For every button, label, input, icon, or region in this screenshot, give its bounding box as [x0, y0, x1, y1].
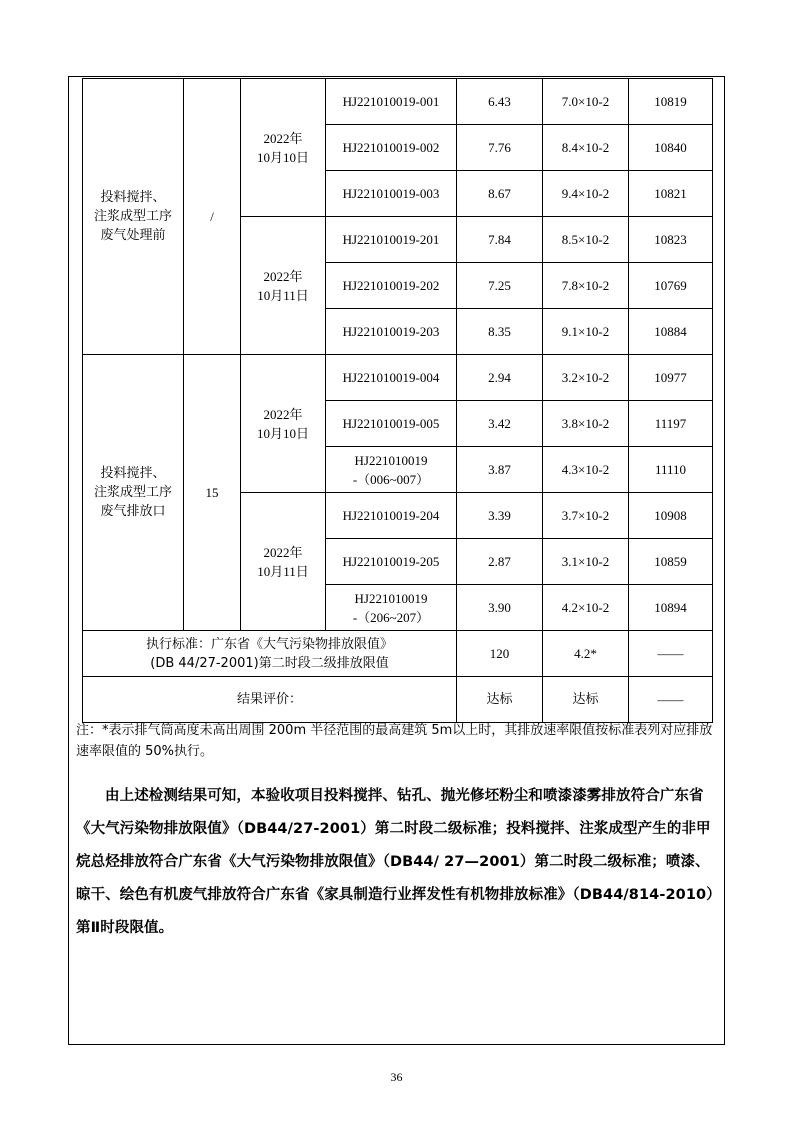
conclusion-paragraph: 由上述检测结果可知，本验收项目投料搅拌、钻孔、抛光修坯粉尘和喷漆漆雾排放符合广东省《大气污染物排放限值》（DB44/27-2001）第二时段二级标准；投料搅拌、注浆成型产生的非甲烷总烃排放符合广东省《大气污染物排放限值》（DB44/ 27—2001）第二时段二级标准；喷漆、晾干、绘色有机废气排放符合广东省《家具制造行业挥发性有机物排放标准》（DB44/814-2010）第Ⅱ时段限值。 — [76, 788, 721, 936]
standard-concentration-cell: 120 — [457, 631, 543, 677]
flow-cell: 11110 — [629, 447, 713, 493]
sample-id-cell: HJ221010019-201 — [326, 217, 457, 263]
concentration-cell: 3.90 — [457, 585, 543, 631]
sample-id-cell: HJ221010019-002 — [326, 125, 457, 171]
date-cell: 2022年 10月11日 — [241, 493, 326, 631]
concentration-cell: 8.67 — [457, 171, 543, 217]
flow-cell: 10908 — [629, 493, 713, 539]
source-name-cell: 投料搅拌、 注浆成型工序 废气排放口 — [83, 355, 184, 631]
sample-id-cell: HJ221010019-004 — [326, 355, 457, 401]
sample-id-cell: HJ221010019-203 — [326, 309, 457, 355]
sample-id-cell: HJ221010019-005 — [326, 401, 457, 447]
rate-cell: 3.8×10-2 — [543, 401, 629, 447]
source-name-cell: 投料搅拌、 注浆成型工序 废气处理前 — [83, 79, 184, 355]
sample-id-cell: HJ221010019-001 — [326, 79, 457, 125]
concentration-cell: 2.94 — [457, 355, 543, 401]
standard-rate-cell: 4.2* — [543, 631, 629, 677]
flow-cell: 10977 — [629, 355, 713, 401]
rate-cell: 8.5×10-2 — [543, 217, 629, 263]
standard-row — [83, 631, 713, 677]
rate-cell: 7.8×10-2 — [543, 263, 629, 309]
sample-id-cell: HJ221010019 -（206~207） — [326, 585, 457, 631]
concentration-cell: 2.87 — [457, 539, 543, 585]
stack-height-cell: / — [184, 79, 241, 355]
sample-id-cell: HJ221010019-205 — [326, 539, 457, 585]
sample-id-cell: HJ221010019-003 — [326, 171, 457, 217]
rate-cell: 3.1×10-2 — [543, 539, 629, 585]
evaluation-concentration-cell: 达标 — [457, 677, 543, 723]
concentration-cell: 7.25 — [457, 263, 543, 309]
standard-flow-cell: —— — [629, 631, 713, 677]
date-cell: 2022年 10月10日 — [241, 355, 326, 493]
stack-height-cell: 15 — [184, 355, 241, 631]
rate-cell: 4.2×10-2 — [543, 585, 629, 631]
rate-cell: 3.7×10-2 — [543, 493, 629, 539]
rate-cell: 4.3×10-2 — [543, 447, 629, 493]
concentration-cell: 3.87 — [457, 447, 543, 493]
emission-table-body — [83, 79, 713, 723]
evaluation-label-cell: 结果评价： — [83, 677, 457, 723]
rate-cell: 7.0×10-2 — [543, 79, 629, 125]
evaluation-row — [83, 677, 713, 723]
evaluation-rate-cell: 达标 — [543, 677, 629, 723]
rate-cell: 9.1×10-2 — [543, 309, 629, 355]
flow-cell: 11197 — [629, 401, 713, 447]
standard-label-cell: 执行标准：广东省《大气污染物排放限值》 (DB 44/27-2001)第二时段二级排放限值 — [83, 631, 457, 677]
flow-cell: 10823 — [629, 217, 713, 263]
concentration-cell: 6.43 — [457, 79, 543, 125]
rate-cell: 8.4×10-2 — [543, 125, 629, 171]
flow-cell: 10840 — [629, 125, 713, 171]
page-number: 36 — [390, 1070, 403, 1084]
rate-cell: 3.2×10-2 — [543, 355, 629, 401]
table-row — [83, 355, 713, 401]
concentration-cell: 3.39 — [457, 493, 543, 539]
concentration-cell: 7.84 — [457, 217, 543, 263]
rate-cell: 9.4×10-2 — [543, 171, 629, 217]
evaluation-flow-cell: —— — [629, 677, 713, 723]
sample-id-cell: HJ221010019-202 — [326, 263, 457, 309]
sample-id-cell: HJ221010019-204 — [326, 493, 457, 539]
flow-cell: 10859 — [629, 539, 713, 585]
date-cell: 2022年 10月10日 — [241, 79, 326, 217]
flow-cell: 10819 — [629, 79, 713, 125]
flow-cell: 10884 — [629, 309, 713, 355]
table-footnote: 注：*表示排气筒高度未高出周围 200m 半径范围的最高建筑 5m以上时，其排放速率限值按标准表列对应排放速率限值的 50%执行。 — [76, 723, 713, 759]
table-row — [83, 79, 713, 125]
concentration-cell: 3.42 — [457, 401, 543, 447]
concentration-cell: 7.76 — [457, 125, 543, 171]
date-cell: 2022年 10月11日 — [241, 217, 326, 355]
sample-id-cell: HJ221010019 -（006~007） — [326, 447, 457, 493]
flow-cell: 10894 — [629, 585, 713, 631]
concentration-cell: 8.35 — [457, 309, 543, 355]
emission-table — [82, 78, 713, 723]
flow-cell: 10769 — [629, 263, 713, 309]
flow-cell: 10821 — [629, 171, 713, 217]
